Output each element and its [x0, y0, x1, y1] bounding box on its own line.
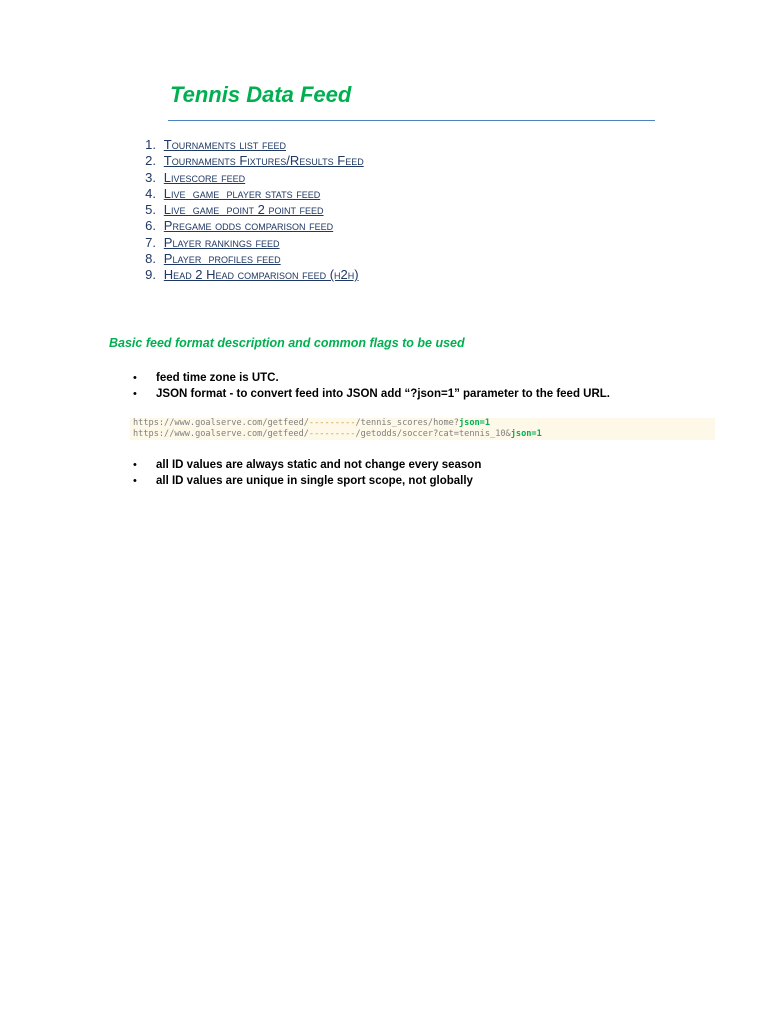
- toc-number: 4.: [145, 185, 156, 201]
- list-item: [133, 473, 481, 489]
- toc-number: 3.: [145, 169, 156, 185]
- code-url-path: /getodds/soccer?cat=tennis_10&: [355, 429, 511, 439]
- toc-number: 8.: [145, 251, 156, 267]
- code-sample-block: [130, 418, 715, 440]
- toc-link-player-rankings[interactable]: Player rankings feed: [163, 234, 280, 250]
- code-line: [133, 429, 715, 440]
- toc-number: 2.: [145, 153, 156, 169]
- code-url-prefix: https://www.goalserve.com/getfeed/: [133, 418, 309, 428]
- code-url-path: /tennis_scores/home?: [355, 418, 459, 428]
- code-url-prefix: https://www.goalserve.com/getfeed/: [133, 429, 309, 439]
- code-json-flag: json=1: [510, 429, 542, 439]
- toc-link-fixtures-results[interactable]: Tournaments Fixtures/Results Feed: [163, 153, 364, 169]
- code-placeholder-key: ---------: [308, 429, 356, 439]
- list-item: [133, 457, 481, 473]
- toc-link-point-2-point[interactable]: Live game point 2 point feed: [163, 202, 324, 218]
- toc-number: 7.: [145, 234, 156, 250]
- toc-link-tournaments-list[interactable]: Tournaments list feed: [163, 137, 286, 152]
- toc-item-livescore: [128, 170, 364, 186]
- bullet-dot-icon: •: [133, 475, 137, 487]
- list-item: [133, 386, 610, 402]
- toc-number: 6.: [145, 218, 156, 234]
- toc-link-h2h[interactable]: Head 2 Head comparison feed (h2h): [163, 267, 359, 283]
- section-heading: Basic feed format description and common flags to be used: [109, 336, 465, 350]
- toc-item-player-profiles: [128, 251, 364, 267]
- title-underline-rule: [168, 120, 655, 121]
- code-line: [133, 418, 715, 429]
- bullet-dot-icon: •: [133, 459, 137, 471]
- bullet-dot-icon: •: [133, 388, 137, 400]
- toc-item-tournaments-list: [128, 137, 364, 153]
- toc-item-pregame-odds: [128, 218, 364, 234]
- bullet-text: feed time zone is UTC.: [156, 372, 279, 384]
- document-title: Tennis Data Feed: [170, 82, 352, 107]
- toc-link-livescore[interactable]: Livescore feed: [163, 169, 246, 185]
- toc-item-h2h: [128, 267, 364, 283]
- toc-item-player-stats: [128, 186, 364, 202]
- bullet-text: all ID values are always static and not change every season: [156, 459, 482, 471]
- toc-item-player-rankings: [128, 235, 364, 251]
- bullet-list-format: [133, 370, 610, 402]
- bullet-dot-icon: •: [133, 372, 137, 384]
- toc-number: 9.: [145, 267, 156, 283]
- bullet-text: JSON format - to convert feed into JSON add “?json=1” parameter to the feed URL.: [156, 388, 611, 400]
- toc-link-player-stats[interactable]: Live game player stats feed: [163, 185, 321, 201]
- table-of-contents: [128, 137, 364, 284]
- bullet-text: all ID values are unique in single sport scope, not globally: [156, 475, 473, 487]
- code-json-flag: json=1: [458, 418, 491, 428]
- toc-link-player-profiles[interactable]: Player profiles feed: [163, 251, 281, 267]
- bullet-list-ids: [133, 457, 481, 489]
- toc-item-point-2-point: [128, 202, 364, 218]
- toc-number: 5.: [145, 202, 156, 218]
- toc-number: 1.: [145, 137, 156, 152]
- list-item: [133, 370, 610, 386]
- code-placeholder-key: ---------: [308, 418, 356, 428]
- toc-link-pregame-odds[interactable]: Pregame odds comparison feed: [163, 218, 334, 234]
- toc-item-fixtures-results: [128, 153, 364, 169]
